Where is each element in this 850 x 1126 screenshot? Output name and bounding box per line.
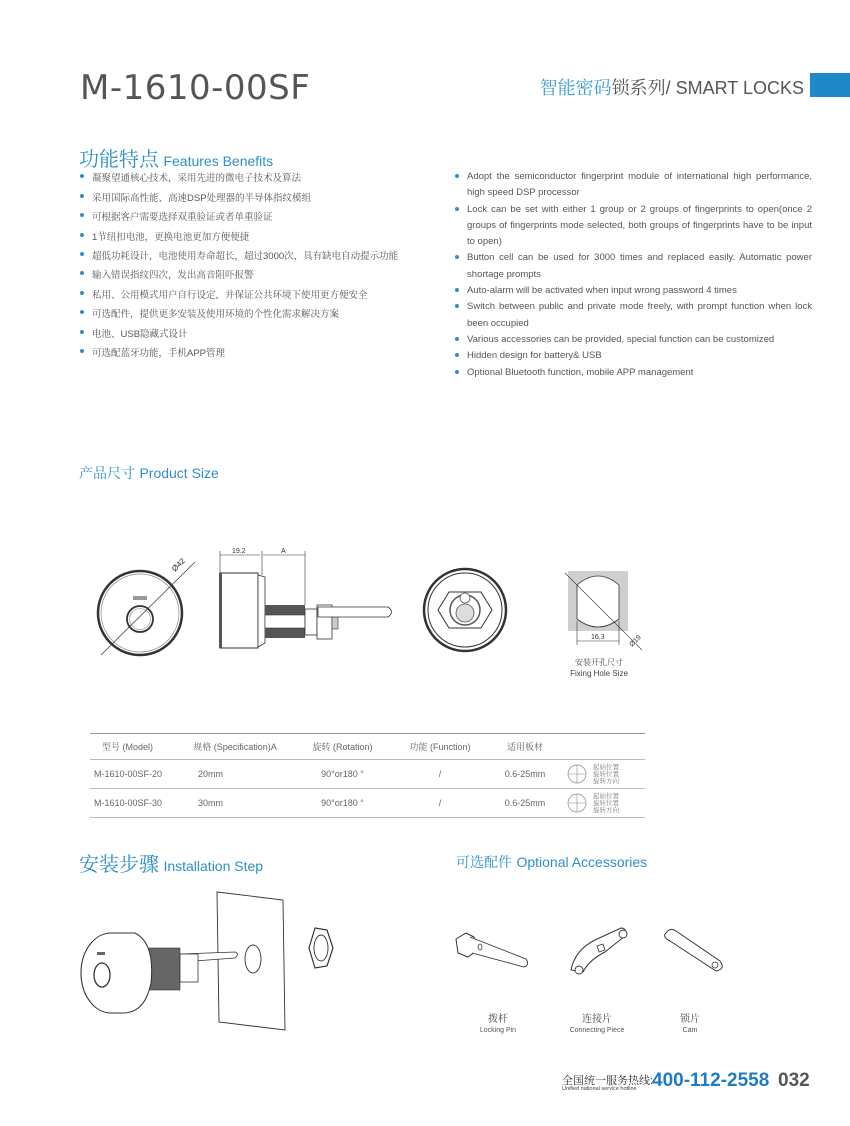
feature-item-cn: 凝聚望通核心技术，采用先进的微电子技术及算法 (79, 169, 409, 189)
feature-item-cn: 可选配件，提供更多安装及使用环境的个性化需求解决方案 (79, 305, 409, 325)
col-header-panel: 适用板材 (485, 734, 565, 760)
accessory-locking-pin (448, 1014, 548, 1035)
feature-item-cn: 电池、USB隐藏式设计 (79, 325, 409, 345)
feature-item-en: Switch between public and private mode freely, with prompt function when lock been occupied (454, 299, 812, 332)
accessory-cn: 拨杆 (488, 1014, 508, 1025)
cell-function: / (395, 760, 485, 789)
hotline-number: 400-112-2558 (652, 1070, 770, 1091)
hotline-label-cn: 全国统一服务热线: (562, 1075, 654, 1087)
rotation-dial-icon (565, 761, 591, 787)
feature-item-cn: 超低功耗设计，电池使用寿命超长，超过3000次，具有缺电自动提示功能 (79, 247, 409, 266)
installation-heading-cn: 安装步骤 (79, 854, 159, 876)
series-title (540, 74, 804, 100)
feature-item-en: Adopt the semiconductor fingerprint module of international high performance, high speed DSP processor (454, 169, 812, 202)
accessory-en: Connecting Piece (569, 1027, 625, 1034)
depth-label: 19.2 (232, 548, 246, 555)
feature-item-cn: 输入错误指纹四次，发出高音阻吓报警 (79, 266, 409, 286)
rotation-legend (565, 790, 645, 816)
col-header-function: 功能 (Function) (395, 734, 485, 760)
table-row (90, 789, 645, 818)
product-size-heading (79, 463, 219, 483)
legend-rotate: 旋转位置 (593, 770, 619, 778)
cell-spec: 20mm (180, 760, 290, 789)
accessories-heading (456, 852, 647, 872)
table-header-row (90, 734, 645, 760)
features-list-en (454, 169, 812, 381)
rotation-dial-icon (565, 790, 591, 816)
features-heading (79, 143, 273, 172)
features-list-cn (79, 169, 409, 364)
page-number: 032 (778, 1070, 810, 1091)
col-header-spec: 规格 (Specification)A (180, 734, 290, 760)
col-header-model: 型号 (Model) (90, 734, 180, 760)
cell-legend (565, 789, 645, 818)
logo-mark (133, 596, 147, 600)
features-heading-cn: 功能特点 (79, 149, 159, 171)
feature-item-en: Hidden design for battery& USB (454, 348, 812, 364)
hex-nut (309, 928, 333, 968)
product-size-heading-cn: 产品尺寸 (79, 465, 135, 481)
cell-model: M-1610-00SF-20 (90, 760, 180, 789)
legend-start: 起始位置 (593, 763, 619, 771)
accessory-en: Locking Pin (479, 1027, 517, 1034)
series-title-highlight: 智能密码 (539, 78, 612, 98)
hotline-label-en: Unified national service hotline (562, 1086, 637, 1092)
feature-item-cn: 私用、公用模式用户自行设定，并保证公共环境下使用更方便安全 (79, 286, 409, 306)
fixing-hole-caption (556, 657, 642, 679)
front-view-drawing (95, 550, 205, 670)
rotation-legend (565, 761, 645, 787)
feature-item-cn: 1节纽扣电池，更换电池更加方便便捷 (79, 228, 409, 248)
fixing-hole-drawing (560, 565, 650, 655)
legend-direction: 旋转方向 (593, 806, 619, 814)
cell-function: / (395, 789, 485, 818)
feature-item-en: Button cell can be used for 3000 times and replaced easily. Automatic power shortage prompts (454, 250, 812, 283)
accessories-heading-cn: 可选配件 (456, 854, 512, 870)
accessory-cam (640, 1014, 740, 1035)
diameter-label: Ø42 (170, 556, 188, 574)
cell-model: M-1610-00SF-30 (90, 789, 180, 818)
feature-item-cn: 采用国际高性能、高速DSP处理器的半导体指纹模组 (79, 189, 409, 209)
accent-bar (810, 73, 850, 97)
fixing-hole-caption-en: Fixing Hole Size (570, 669, 628, 678)
connecting-piece-drawing (565, 920, 640, 980)
hole-width-label: 16.3 (591, 634, 605, 641)
locking-pin-drawing (450, 925, 530, 975)
installation-heading-en: Installation Step (163, 858, 264, 874)
table-row (90, 760, 645, 789)
feature-item-en: Lock can be set with either 1 group or 2 groups of fingerprints to open(once 2 groups of fingerprints mode selected, both groups of fingerprints have to be input to open) (454, 202, 812, 251)
col-header-legend (565, 734, 645, 760)
feature-item-en: Auto-alarm will be activated when input wrong password 4 times (454, 283, 812, 299)
accessory-cn: 锁片 (680, 1014, 700, 1025)
feature-item-cn: 可选配蓝牙功能，手机APP管理 (79, 344, 409, 364)
legend-rotate: 旋转位置 (593, 799, 619, 807)
cell-panel: 0.6-25mm (485, 760, 565, 789)
accessories-heading-en: Optional Accessories (516, 854, 648, 870)
fixing-hole-caption-cn: 安装开孔尺寸 (575, 658, 623, 667)
installation-heading (79, 848, 263, 877)
cell-panel: 0.6-25mm (485, 789, 565, 818)
feature-item-cn: 可根据客户需要选择双重验证或者单重验证 (79, 208, 409, 228)
col-header-rotation: 旋转 (Rotation) (290, 734, 395, 760)
hole-diameter-label: Ø19 (628, 634, 643, 649)
back-view-drawing (420, 565, 510, 655)
cell-rotation: 90°or180 ° (290, 789, 395, 818)
accessory-en: Cam (682, 1027, 698, 1034)
product-size-heading-en: Product Size (139, 465, 219, 481)
legend-direction: 旋转方向 (593, 777, 619, 785)
cell-legend (565, 760, 645, 789)
installation-drawing (75, 888, 355, 1033)
feature-item-en: Optional Bluetooth function, mobile APP management (454, 365, 812, 381)
side-view-drawing (215, 545, 410, 655)
cell-spec: 30mm (180, 789, 290, 818)
model-title: M-1610-00SF (80, 68, 311, 108)
cell-rotation: 90°or180 ° (290, 760, 395, 789)
spec-a-label: A (281, 548, 286, 555)
accessory-cn: 连接片 (582, 1014, 612, 1025)
spec-table (90, 733, 645, 818)
accessory-connecting-piece (547, 1014, 647, 1035)
feature-item-en: Various accessories can be provided, special function can be customized (454, 332, 812, 348)
cam-drawing (660, 925, 730, 975)
series-title-rest: 锁系列/ SMART LOCKS (611, 78, 804, 98)
features-heading-en: Features Benefits (163, 153, 274, 169)
legend-start: 起始位置 (593, 792, 619, 800)
